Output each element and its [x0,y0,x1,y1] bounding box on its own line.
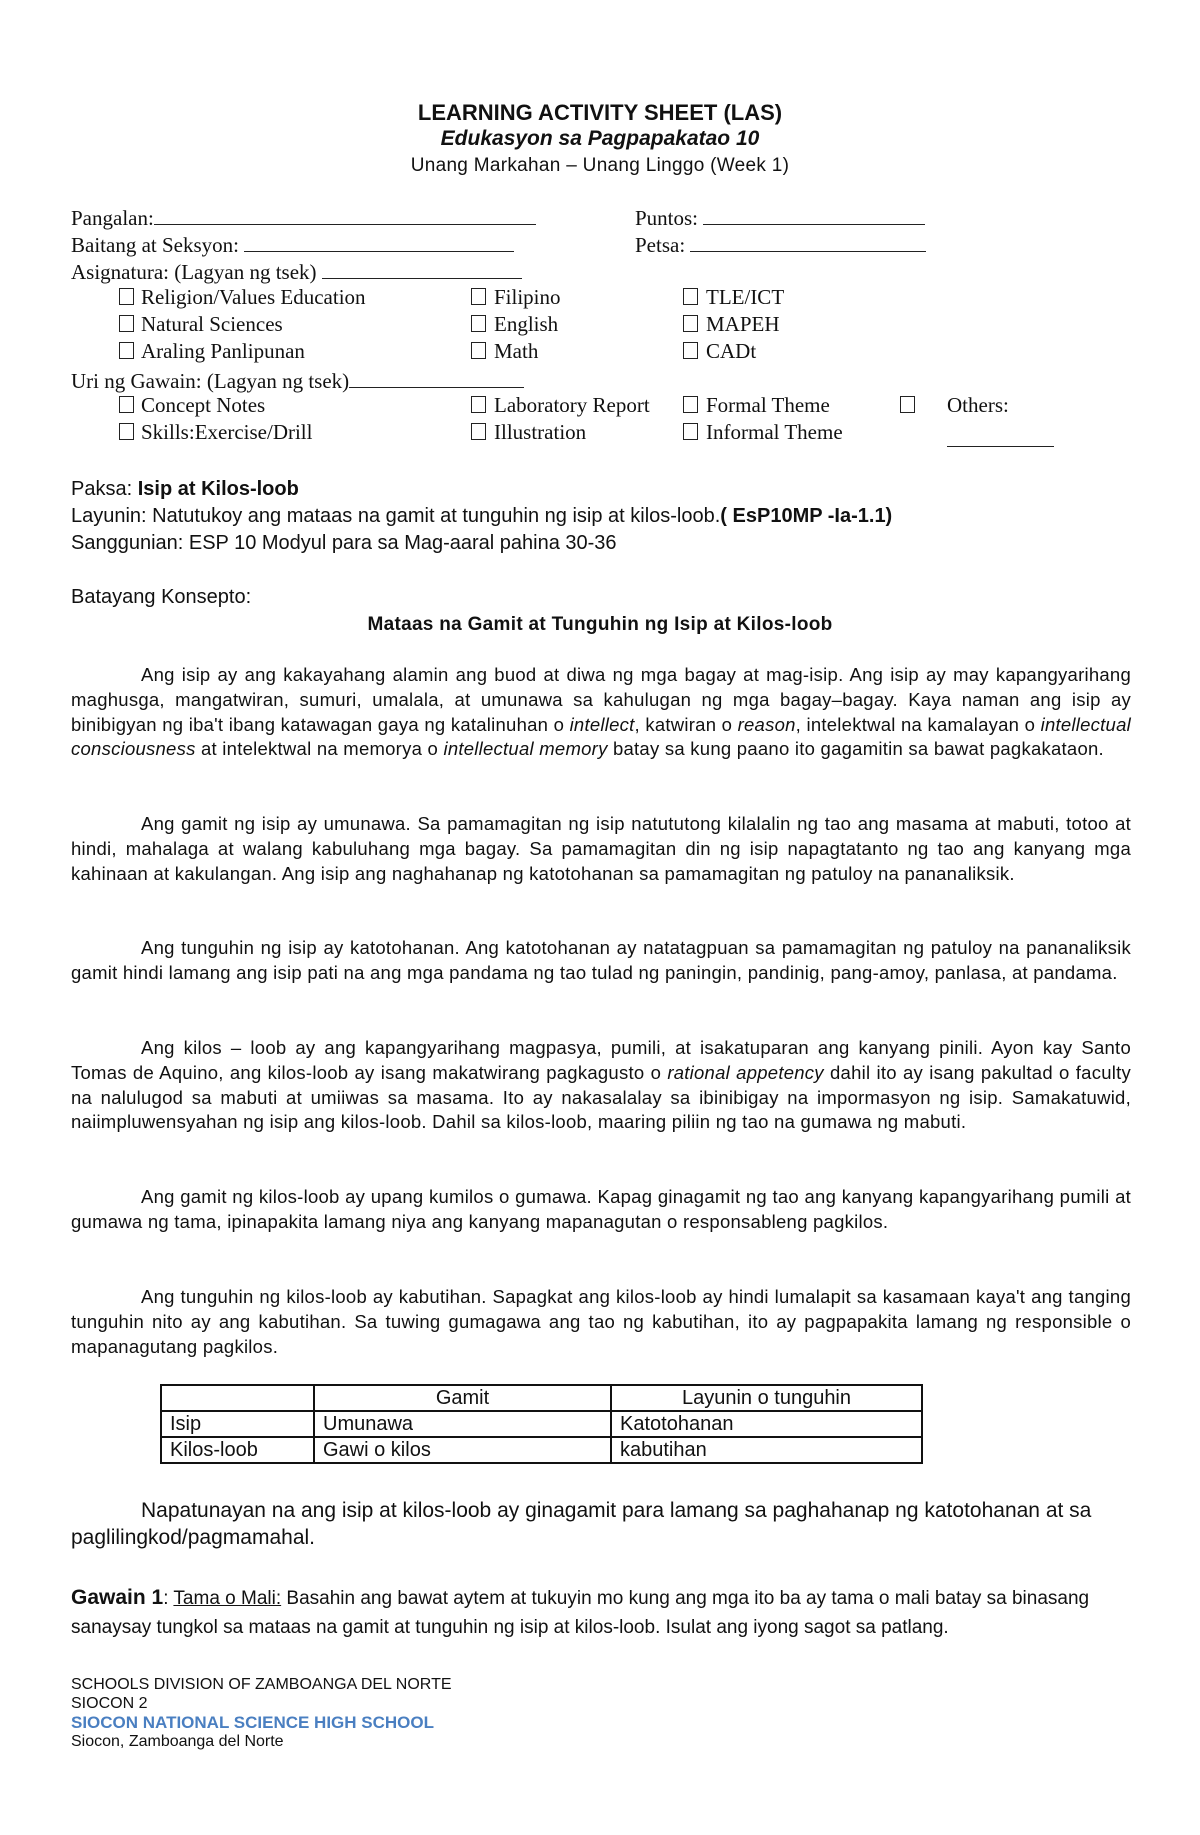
table-header-row [161,1385,922,1411]
p6-text: Ang tunguhin ng kilos-loob ay kabutihan. Sapagkat ang kilos-loob ay hindi lumalapit sa kasamaan kaya't ang tanging tunguhin nito ay ang kabutihan. Sa tuwing gumagawa ang tao ng kabutihan, ito ay pagpapakita lamang ng responsible o mapanagutang pagkilos. [71,1286,1131,1357]
quarter-week: Unang Markahan – Unang Linggo (Week 1) [410,155,790,176]
closing-paragraph [71,1497,1131,1551]
sanggunian-line: Sanggunian: ESP 10 Modyul para sa Mag-aaral pahina 30-36 [71,532,617,554]
checkbox-natural-sciences[interactable] [119,315,134,332]
subject-math-label: Math [494,339,539,363]
checkbox-others[interactable] [900,396,915,413]
table-header-cell: Gamit [314,1385,611,1411]
asignatura-label: Asignatura: (Lagyan ng tsek) [71,260,317,284]
paragraph-1 [71,663,1131,762]
activity-illustration-label: Illustration [494,420,587,444]
activity-laboratory-report-label: Laboratory Report [494,393,650,417]
p5-text: Ang gamit ng kilos-loob ay upang kumilos o gumawa. Kapag ginagamit ng tao ang kanyang kapangyarihang pumili at gumawa ng tama, ipinapakita lamang niya ang kanyang mapanagutan o responsableng pagkilos. [71,1186,1131,1232]
p2-text: Ang gamit ng isip ay umunawa. Sa pamamagitan ng isip natututong kilalalin ng tao ang masama at mabuti, totoo at hindi, mahalaga at walang kabuluhang mga bagay. Sa pamamagitan din ng isip napagtatanto ng tao ang kanyang mga kahinaan at kakulangan. Ang isip ang naghahanap ng katotohanan sa pamamagitan ng patuloy na pananaliksik. [71,813,1131,884]
subject-filipino-label: Filipino [494,285,561,309]
checkbox-illustration[interactable] [471,423,486,440]
paksa-value: Isip at Kilos-loob [137,478,299,500]
subject-cadt-label: CADt [706,339,757,363]
checkbox-religion[interactable] [119,288,134,305]
activity-informal-theme-label: Informal Theme [706,420,843,444]
paragraph-4 [71,1036,1131,1135]
gawain-label: Gawain 1 [71,1586,164,1609]
gawain-type: Tama o Mali: [173,1588,282,1609]
baitang-field[interactable] [71,233,514,258]
batayang-konsepto-label: Batayang Konsepto: [71,586,252,608]
layunin-line [71,505,892,528]
layunin-label: Layunin: Natutukoy ang mataas na gamit at tunguhin ng isip at kilos-loob. [71,505,721,527]
petsa-field[interactable] [635,233,926,258]
paragraph-6 [71,1285,1131,1359]
checkbox-araling-panlipunan[interactable] [119,342,134,359]
table-cell: kabutihan [611,1437,922,1463]
activity-concept-notes-label: Concept Notes [141,393,266,417]
footer-division: SCHOOLS DIVISION OF ZAMBOANGA DEL NORTE [71,1676,452,1693]
table-row [161,1411,922,1437]
p1-text-a: Ang isip ay ang kakayahang alamin ang buod at diwa ng mga bagay at mag-isip. Ang isip ay may kapangyarihang maghusga, mangatwiran, sumuri, umalala, at umunawa sa kahulugan ng mga bagay–bagay. Kaya naman ang isip ay binibigyan ng iba't ibang katawagan gaya ng katalinuhan o [71,664,1131,735]
uri-gawain-blank [349,369,524,388]
p4-text-a: Ang kilos – loob ay ang kapangyarihang magpasya, pumili, at isakatuparan ang kanyang pinili. Ayon kay Santo Tomas de Aquino, ang kilos-loob ay isang makatwirang pagkagusto o [71,1037,1131,1083]
others-blank[interactable] [947,428,1054,447]
table-header-cell: Layunin o tunguhin [611,1385,922,1411]
activity-skills-exercise-label: Skills:Exercise/Drill [141,420,313,444]
baitang-blank[interactable] [244,233,514,252]
footer-address: Siocon, Zamboanga del Norte [71,1733,284,1750]
puntos-label: Puntos: [635,206,699,230]
checkbox-math[interactable] [471,342,486,359]
table-cell: Katotohanan [611,1411,922,1437]
checkbox-mapeh[interactable] [683,315,698,332]
asignatura-blank [322,260,522,279]
p4-text-c: dahil ito ay isang pakultad o faculty na nalulugod sa mabuti at umiiwas sa masama. Ito ay nakasalalay sa ibinibigay na impormasyon ng isip. Samakatuwid, naiimpluwensyahan ng isip ang kilos-loob. Dahil sa kilos-loob, maaring piliin ng tao na gumawa ng mabuti. [71,1061,1131,1133]
subject-religion-label: Religion/Values Education [141,285,366,309]
subject-english-label: English [494,312,559,336]
pangalan-field[interactable] [71,206,536,231]
table-cell: Kilos-loob [161,1437,314,1463]
checkbox-skills-exercise[interactable] [119,423,134,440]
paksa-line [71,478,299,501]
activity-formal-theme-label: Formal Theme [706,393,830,417]
checkbox-cadt[interactable] [683,342,698,359]
checkbox-english[interactable] [471,315,486,332]
subject-araling-panlipunan-label: Araling Panlipunan [141,339,305,363]
sheet-title: LEARNING ACTIVITY SHEET (LAS) [417,100,783,125]
subject-tle-ict-label: TLE/ICT [706,285,785,309]
paragraph-5 [71,1185,1131,1235]
p1-intellect: intellect [569,713,635,735]
footer-school: SIOCON NATIONAL SCIENCE HIGH SCHOOL [71,1713,435,1732]
checkbox-concept-notes[interactable] [119,396,134,413]
p1-text-i: batay sa kung paano ito gagamitin sa bawat pagkakataon. [607,738,1104,760]
puntos-field[interactable] [635,206,925,231]
table-row [161,1437,922,1463]
activity-others-label: Others: [947,393,1009,417]
pangalan-blank[interactable] [154,206,536,225]
baitang-label: Baitang at Seksyon: [71,233,239,257]
checkbox-tle-ict[interactable] [683,288,698,305]
closing-text: Napatunayan na ang isip at kilos-loob ay ginagamit para lamang sa paghahanap ng katotohanan at sa paglilingkod/pagmamahal. [71,1499,1092,1549]
petsa-label: Petsa: [635,233,686,257]
petsa-blank[interactable] [690,233,926,252]
gawain-colon: : [163,1588,174,1609]
p1-text-g: at intelektwal na memorya o [195,738,444,760]
layunin-code: ( EsP10MP -Ia-1.1) [720,505,893,527]
p1-text-e: , intelektwal na kamalayan o [795,713,1041,735]
checkbox-filipino[interactable] [471,288,486,305]
uri-gawain-label: Uri ng Gawain: (Lagyan ng tsek) [71,369,350,393]
subject-natural-sciences-label: Natural Sciences [141,312,283,336]
table-cell: Isip [161,1411,314,1437]
table-cell: Umunawa [314,1411,611,1437]
gawain-instructions: Basahin ang bawat aytem at tukuyin mo kung ang mga ito ba ay tama o mali batay sa binasang sanaysay tungkol sa mataas na gamit at tunguhin ng isip at kilos-loob. Isulat ang iyong sagot sa patlang. [71,1588,1090,1638]
paragraph-2 [71,812,1131,886]
footer [71,1675,452,1751]
table-cell: Gawi o kilos [314,1437,611,1463]
paksa-label: Paksa: [71,478,133,500]
subject-mapeh-label: MAPEH [706,312,780,336]
checkbox-informal-theme[interactable] [683,423,698,440]
footer-district: SIOCON 2 [71,1695,148,1712]
p1-intellectual-memory: intellectual memory [443,738,608,760]
puntos-blank[interactable] [703,206,925,225]
subject-title: Edukasyon sa Pagpapakatao 10 [440,127,760,150]
asignatura-field [71,260,522,285]
p3-text: Ang tunguhin ng isip ay katotohanan. Ang katotohanan ay natatagpuan sa pamamagitan ng patuloy na pananaliksik gamit hindi lamang ang isip pati na ang mga pandama ng tao tulad ng paningin, pandinig, pang-amoy, panlasa, at pandama. [71,937,1131,983]
concept-title: Mataas na Gamit at Tunguhin ng Isip at Kilos-loob [367,614,833,635]
gamit-tunguhin-table [160,1384,923,1464]
p1-text-c: , katwiran o [634,713,738,735]
p1-reason: reason [737,713,796,735]
uri-gawain-field [71,369,524,394]
pangalan-label: Pangalan: [71,206,154,230]
checkbox-formal-theme[interactable] [683,396,698,413]
p1-intellectual-consciousness: intellectual consciousness [71,713,1131,760]
gawain-1 [71,1583,1131,1642]
p4-rational-appetency: rational appetency [667,1061,824,1083]
table-header-cell [161,1385,314,1411]
paragraph-3 [71,936,1131,986]
checkbox-laboratory-report[interactable] [471,396,486,413]
